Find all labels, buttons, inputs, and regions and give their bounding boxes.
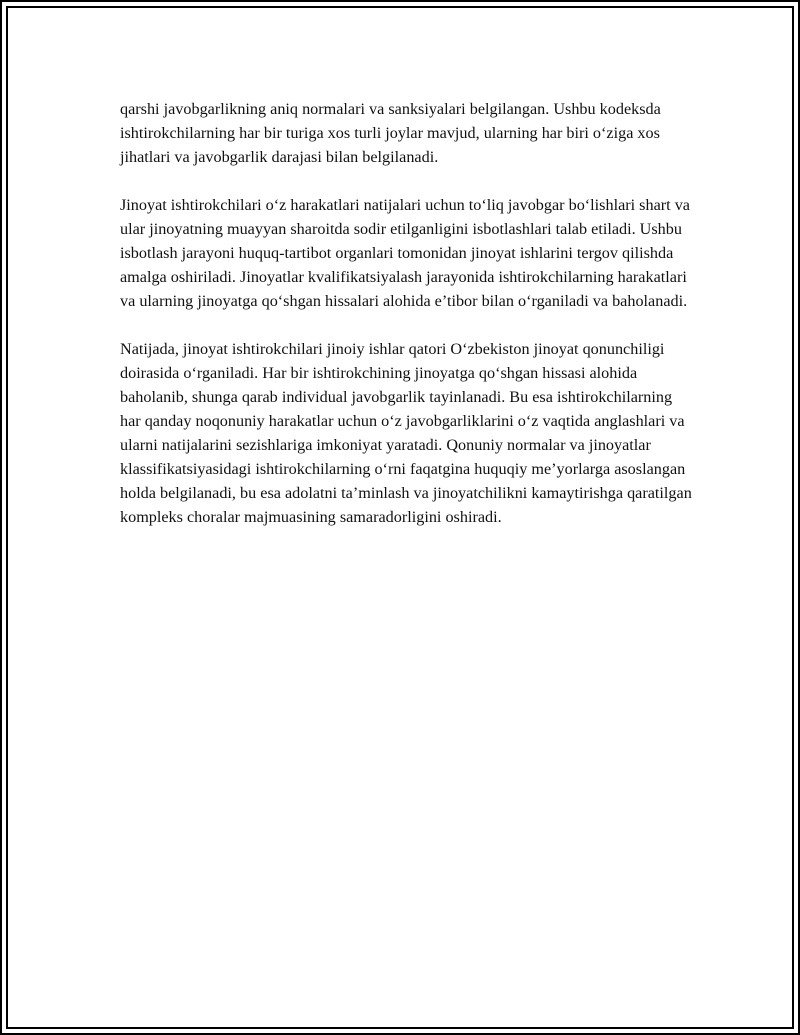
paragraph-1: qarshi javobgarlikning aniq normalari va sanksiyalari belgilangan. Ushbu kodeksda ishtirokchilarning har bir turiga xos turli joylar mavjud, ularning har biri o‘ziga xos jihatlari va javobgarlik darajasi bilan belgilanadi. [120, 100, 661, 166]
document-body [120, 97, 695, 553]
paragraph-2: Jinoyat ishtirokchilari o‘z harakatlari natijalari uchun to‘liq javobgar bo‘lishlari shart va ular jinoyatning muayyan sharoitda sodir etilganligini isbotlashlari talab etiladi. Ushbu isbotlash jarayoni huquq-tartibot organlari tomonidan jinoyat ishlarini tergov qilishda amalga oshiriladi. Jinoyatlar kvalifikatsiyalash jarayonida ishtirokchilarning harakatlari va ularning jinoyatga qo‘shgan hissalari alohida e’tibor bilan o‘rganiladi va baholanadi. [120, 196, 690, 310]
paragraph-3: Natijada, jinoyat ishtirokchilari jinoiy ishlar qatori O‘zbekiston jinoyat qonunchiligi doirasida o‘rganiladi. Har bir ishtirokchining jinoyatga qo‘shgan hissasi alohida baholanib, shunga qarab individual javobgarlik tayinlanadi. Bu esa ishtirokchilarning har qanday noqonuniy harakatlar uchun o‘z javobgarliklarini o‘z vaqtida anglashlari va ularni natijalarini sezishlariga imkoniyat yaratadi. Qonuniy normalar va jinoyatlar klassifikatsiyasidagi ishtirokchilarning o‘rni faqatgina huquqiy me’yorlarga asoslangan holda belgilanadi, bu esa adolatni ta’minlash va jinoyatchilikni kamaytirishga qaratilgan kompleks choralar majmuasining samaradorligini oshiradi. [120, 340, 692, 526]
